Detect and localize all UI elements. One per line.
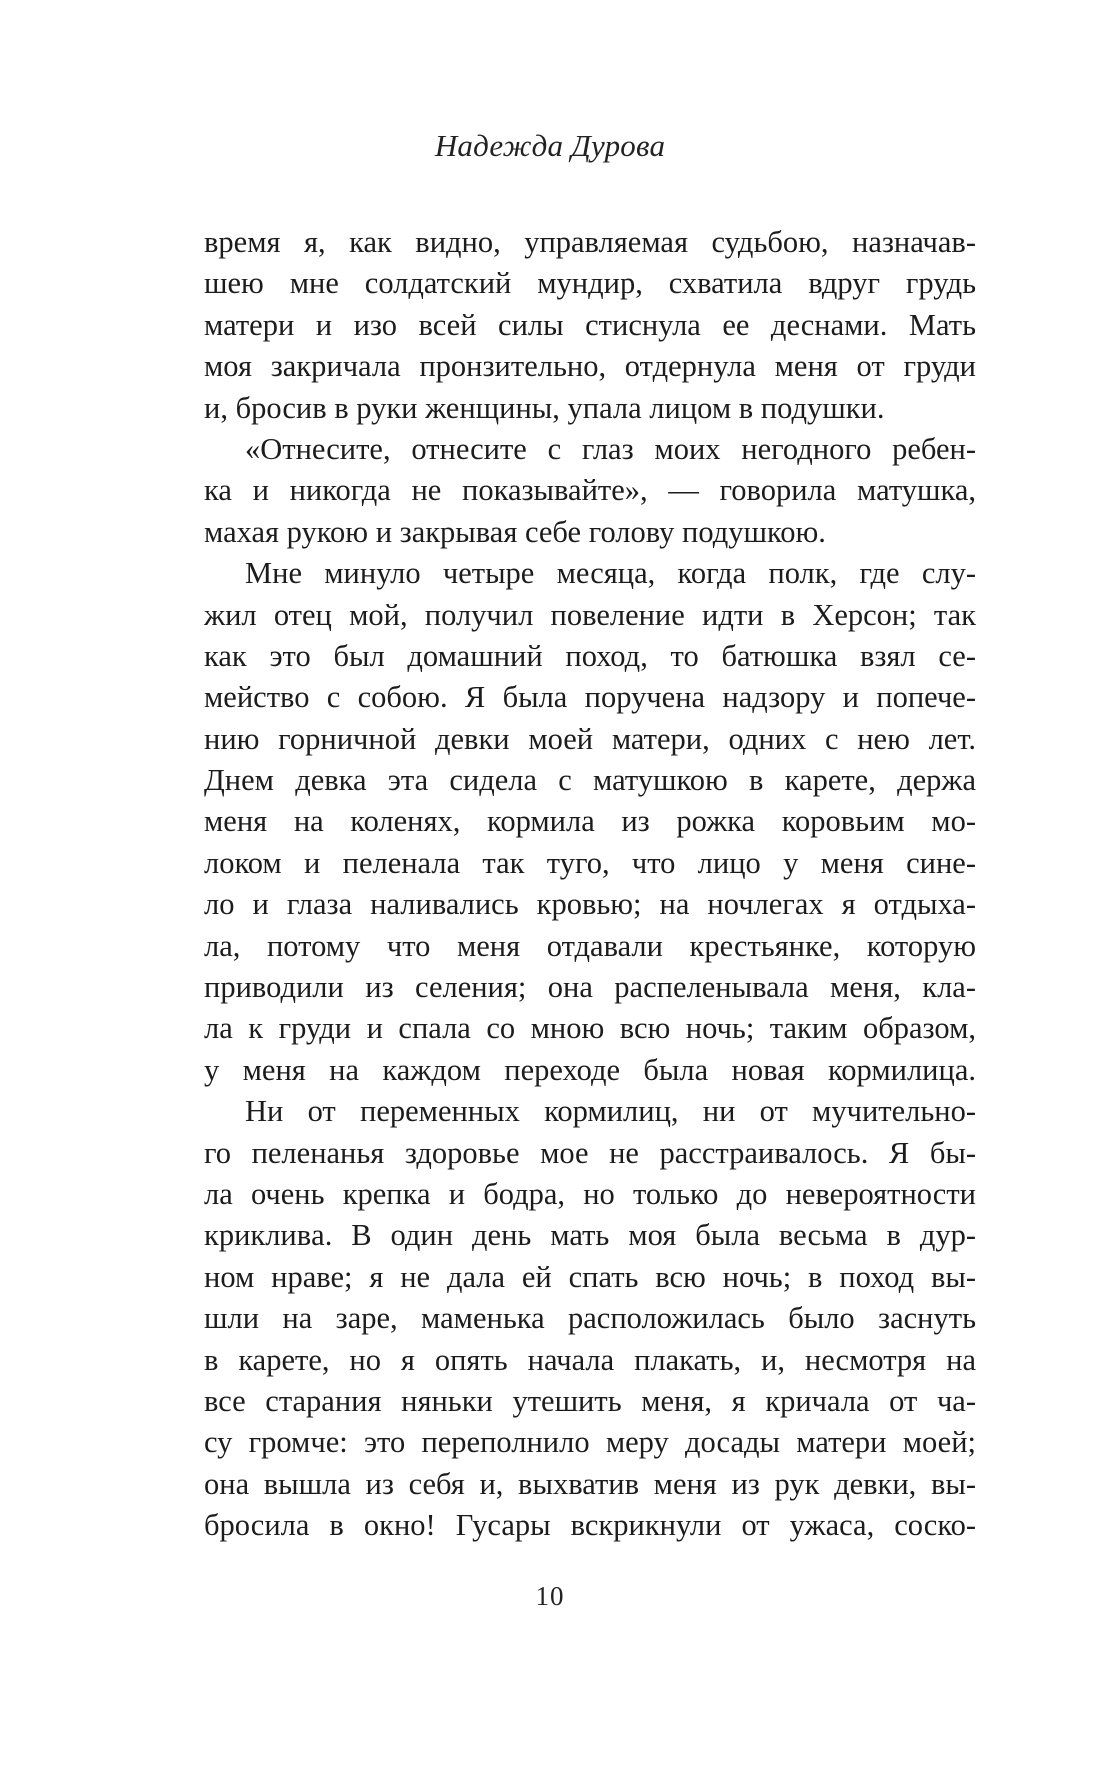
text-line: мейство с собою. Я была поручена надзору и попече- bbox=[204, 680, 976, 715]
text-line: крикливa. В один день мать моя была весьма в дур- bbox=[204, 1218, 976, 1253]
text-line: она вышла из себя и, выхватив меня из рук девки, вы- bbox=[204, 1466, 976, 1501]
text-line: время я, как видно, управляемая судьбою, назначав- bbox=[204, 225, 976, 259]
text-line: нию горничной девки моей матери, одних с нею лет. bbox=[204, 721, 976, 756]
text-line: у меня на каждом переходе была новая кормилица. bbox=[204, 1052, 976, 1087]
text-line: ло и глаза наливались кровью; на ночлегах я отдыха- bbox=[204, 887, 976, 922]
text-line: Мне минуло четыре месяца, когда полк, где слу- bbox=[245, 556, 976, 591]
text-line: меня на коленях, кормила из рожка коровьим мо- bbox=[204, 804, 976, 839]
text-line: су громче: это переполнило меру досады матери моей; bbox=[204, 1425, 976, 1460]
text-line: Ни от переменных кормилиц, ни от мучительно- bbox=[245, 1094, 976, 1129]
text-line: ла, потому что меня отдавали крестьянке, которую bbox=[204, 928, 976, 963]
text-line: бросила в окно! Гусары вскрикнули от ужаса, соско- bbox=[204, 1508, 976, 1543]
text-line: Днем девка эта сидела с матушкою в карете, держа bbox=[204, 763, 976, 798]
text-line: шли на заре, маменька расположилась было заснуть bbox=[204, 1301, 976, 1336]
text-line: жил отец мой, получил повеление идти в Херсон; так bbox=[204, 597, 976, 632]
body-text bbox=[204, 222, 976, 1547]
text-line: ном нраве; я не дала ей спать всю ночь; в поход вы- bbox=[204, 1259, 976, 1294]
text-line: как это был домашний поход, то батюшка взял се- bbox=[204, 638, 976, 673]
text-line: приводили из селения; она распеленывала меня, кла- bbox=[204, 970, 976, 1005]
text-line: в карете, но я опять начала плакать, и, несмотря на bbox=[204, 1342, 976, 1377]
page-number: 10 bbox=[535, 1581, 565, 1611]
text-line: все старания няньки утешить меня, я кричала от ча- bbox=[204, 1383, 976, 1418]
text-line: и, бросив в руки женщины, упала лицом в подушки. bbox=[204, 390, 885, 425]
text-line: ка и никогда не показывайте», — говорила матушка, bbox=[204, 473, 976, 508]
text-line: ла к груди и спала со мною всю ночь; таким образом, bbox=[204, 1011, 976, 1046]
text-line: го пеленанья здоровье мое не расстраивалось. Я бы- bbox=[204, 1135, 976, 1170]
text-line: моя закричала пронзительно, отдернула меня от груди bbox=[204, 349, 976, 384]
text-line: шею мне солдатский мундир, схватила вдруг грудь bbox=[204, 266, 976, 301]
text-line: локом и пеленала так туго, что лицо у меня сине- bbox=[204, 845, 976, 880]
text-line: махая рукою и закрывая себе голову подушкою. bbox=[204, 514, 826, 549]
running-head: Надежда Дурова bbox=[434, 128, 666, 163]
text-line: матери и изо всей силы стиснула ее деснами. Мать bbox=[204, 307, 976, 342]
text-line: ла очень крепка и бодра, но только до невероятности bbox=[204, 1176, 976, 1211]
text-line: «Отнесите, отнесите с глаз моих негодного ребен- bbox=[245, 431, 976, 466]
